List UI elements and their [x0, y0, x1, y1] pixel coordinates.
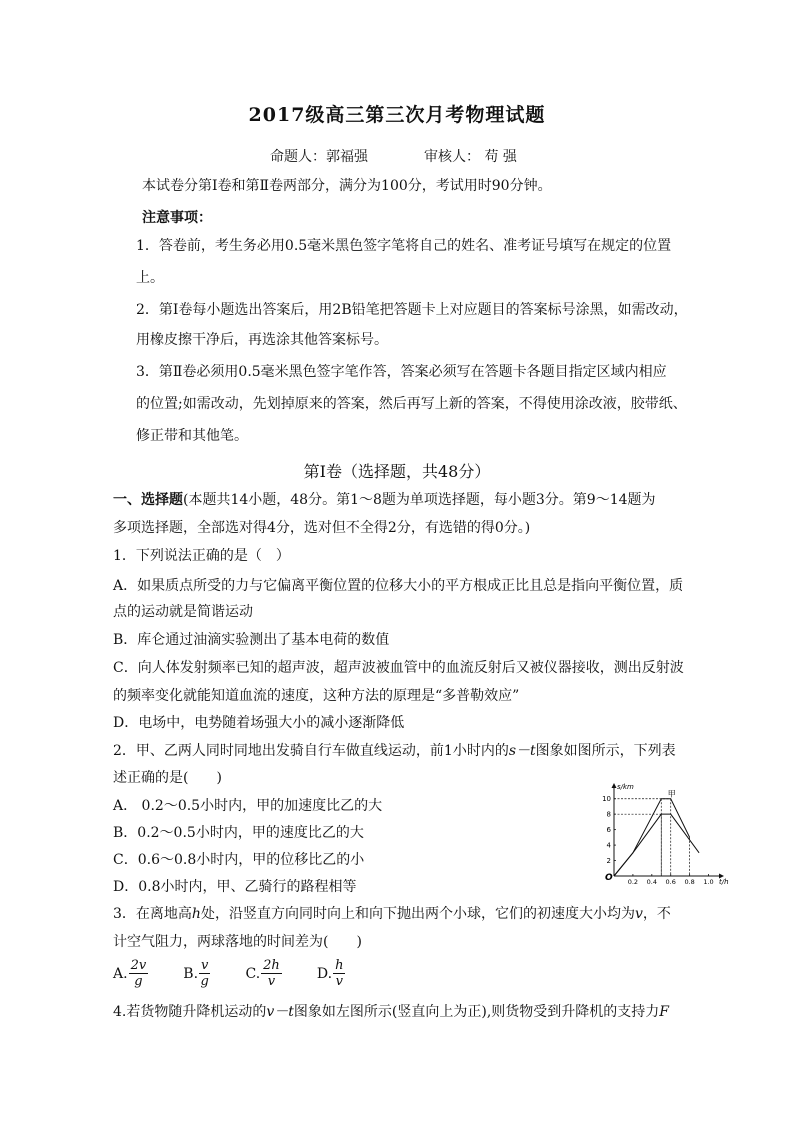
- series-line-jia: [614, 799, 690, 876]
- q3-stem-1c: ，不: [642, 906, 671, 922]
- q3-stem-1a: 3．在离地高: [113, 906, 192, 922]
- q3-stem-line-1: [113, 904, 671, 924]
- fraction-denominator: g: [134, 974, 143, 989]
- y-tick-label: 4: [606, 841, 611, 850]
- q3-option-d-label: D.: [316, 965, 333, 982]
- q4-stem-b: 图象如左图所示(竖直向上为正),则货物受到升降机的支持力: [293, 1004, 660, 1020]
- y-axis-label: s/km: [617, 783, 634, 791]
- q3-option-b-fraction: [199, 958, 210, 989]
- q3-option-c-label: C.: [245, 965, 261, 982]
- series-label-jia: 甲: [667, 789, 676, 799]
- reviewer-label: 审核人： 苟 强: [424, 149, 517, 165]
- q2-stem-line-1: [113, 741, 676, 761]
- q2-option-b: B．0.2～0.5小时内，甲的速度比乙的大: [113, 825, 364, 841]
- y-tick-label: 2: [606, 857, 611, 866]
- notice-item-3-line-1: 3．第Ⅱ卷必须用0.5毫米黑色签字笔作答，答案必须写在答题卡各题目指定区域内相应: [136, 364, 667, 380]
- q3-option-a-label: A.: [113, 965, 128, 982]
- origin-label: O: [605, 873, 613, 883]
- intro-text: 本试卷分第Ⅰ卷和第Ⅱ卷两部分，满分为100分，考试用时90分钟。: [142, 178, 552, 194]
- q4-stem: [113, 1002, 669, 1022]
- q3-option-b: [183, 958, 210, 989]
- notice-item-3-line-2: 的位置;如需改动，先划掉原来的答案，然后再写上新的答案，不得使用涂改液，胶带纸、: [136, 396, 687, 412]
- exam-title: 2017级高三第三次月考物理试题: [248, 104, 546, 126]
- q2-option-d: D．0.8小时内，甲、乙骑行的路程相等: [113, 879, 357, 895]
- fraction-numerator: 2v: [130, 958, 147, 973]
- q4-stem-var: v－t: [266, 1004, 294, 1020]
- q4-stem-a: 4.若货物随升降机运动的: [113, 1004, 267, 1020]
- x-tick-label: 0.6: [665, 878, 676, 886]
- q1-option-d: D．电场中，电势随着场强大小的减小逐渐降低: [113, 715, 405, 731]
- fraction-numerator: 2h: [263, 958, 280, 973]
- q4-var-f: F: [659, 1004, 669, 1020]
- q2-option-a: A． 0.2～0.5小时内，甲的加速度比乙的大: [113, 798, 383, 814]
- notice-item-1-line-2: 上。: [136, 270, 164, 286]
- notice-item-3-line-3: 修正带和其他笔。: [136, 428, 248, 444]
- q1-option-c-line-2: 的频率变化就能知道血流的速度，这种方法的原理是“多普勒效应”: [113, 688, 520, 704]
- section-title: 第Ⅰ卷（选择题，共48分）: [303, 462, 491, 481]
- y-tick-label: 8: [606, 810, 611, 819]
- notice-item-2-line-2: 用橡皮擦干净后，再选涂其他答案标号。: [136, 332, 388, 348]
- q3-var-h: h: [191, 906, 201, 922]
- y-tick-label: 10: [602, 795, 611, 804]
- notice-item-1-line-1: 1．答卷前，考生务必用0.5毫米黑色签字笔将自己的姓名、准考证号填写在规定的位置: [136, 238, 672, 254]
- q2-option-c: C．0.6～0.8小时内，甲的位移比乙的小: [113, 852, 365, 868]
- part1-desc-2: 多项选择题，全部选对得4分，选对但不全得2分，有选错的得0分。): [113, 520, 531, 536]
- q2-stem-1b: 图象如图所示，下列表: [535, 743, 676, 759]
- q3-var-v: v: [634, 906, 643, 922]
- q3-options: [113, 958, 375, 989]
- notice-item-2-line-1: 2．第Ⅰ卷每小题选出答案后，用2B铅笔把答题卡上对应题目的答案标号涂黑，如需改动，: [136, 302, 688, 318]
- q3-option-a: [113, 958, 148, 989]
- q3-option-d: [317, 958, 346, 989]
- q2-stem-var: s－t: [508, 743, 536, 759]
- q3-stem-1b: 处，沿竖直方向同时向上和向下抛出两个小球，它们的初速度大小均为: [200, 906, 635, 922]
- y-axis-arrow: [612, 783, 617, 788]
- series-line-yi: [614, 814, 699, 876]
- q3-option-d-fraction: [333, 958, 345, 989]
- q2-stem-line-2: 述正确的是( ): [113, 770, 222, 786]
- y-tick-label: 6: [606, 826, 611, 835]
- s-t-graph: [596, 778, 730, 888]
- fraction-denominator: v: [335, 974, 343, 989]
- fraction-denominator: v: [267, 974, 276, 989]
- part1-desc-1: (本题共14小题，48分。第1～8题为单项选择题，每小题3分。第9～14题为: [183, 492, 656, 508]
- setter-label: 命题人：郭福强: [270, 149, 368, 165]
- q1-option-b: B．库仑通过油滴实验测出了基本电荷的数值: [113, 632, 390, 648]
- q1-option-a-line-1: A．如果质点所受的力与它偏离平衡位置的位移大小的平方根成正比且总是指向平衡位置，质: [113, 578, 684, 594]
- q3-option-b-label: B.: [183, 965, 199, 982]
- q3-option-c: [245, 958, 281, 989]
- q3-option-a-fraction: [129, 958, 149, 989]
- fraction-numerator: v: [201, 958, 209, 973]
- part1-heading: 一、选择题: [113, 492, 183, 508]
- x-axis-label: t/h: [719, 878, 729, 886]
- q1-stem: 1．下列说法正确的是（ ）: [113, 548, 290, 564]
- x-tick-label: 0.4: [646, 878, 657, 886]
- q3-option-c-fraction: [261, 958, 282, 989]
- q1-option-a-line-2: 点的运动就是简谐运动: [113, 604, 253, 620]
- part1-line-1: [113, 490, 656, 510]
- fraction-denominator: g: [200, 974, 209, 989]
- x-tick-label: 0.8: [684, 878, 695, 886]
- fraction-numerator: h: [335, 958, 344, 973]
- x-tick-label: 0.2: [627, 878, 639, 886]
- notice-heading: 注意事项：: [142, 210, 212, 226]
- q1-option-c-line-1: C．向人体发射频率已知的超声波，超声波被血管中的血流反射后又被仪器接收，测出反射波: [113, 660, 684, 676]
- q3-stem-line-2: 计空气阻力，两球落地的时间差为( ): [113, 934, 362, 950]
- x-tick-label: 1.0: [703, 878, 714, 886]
- q2-stem-1a: 2．甲、乙两人同时同地出发骑自行车做直线运动，前1小时内的: [113, 743, 509, 759]
